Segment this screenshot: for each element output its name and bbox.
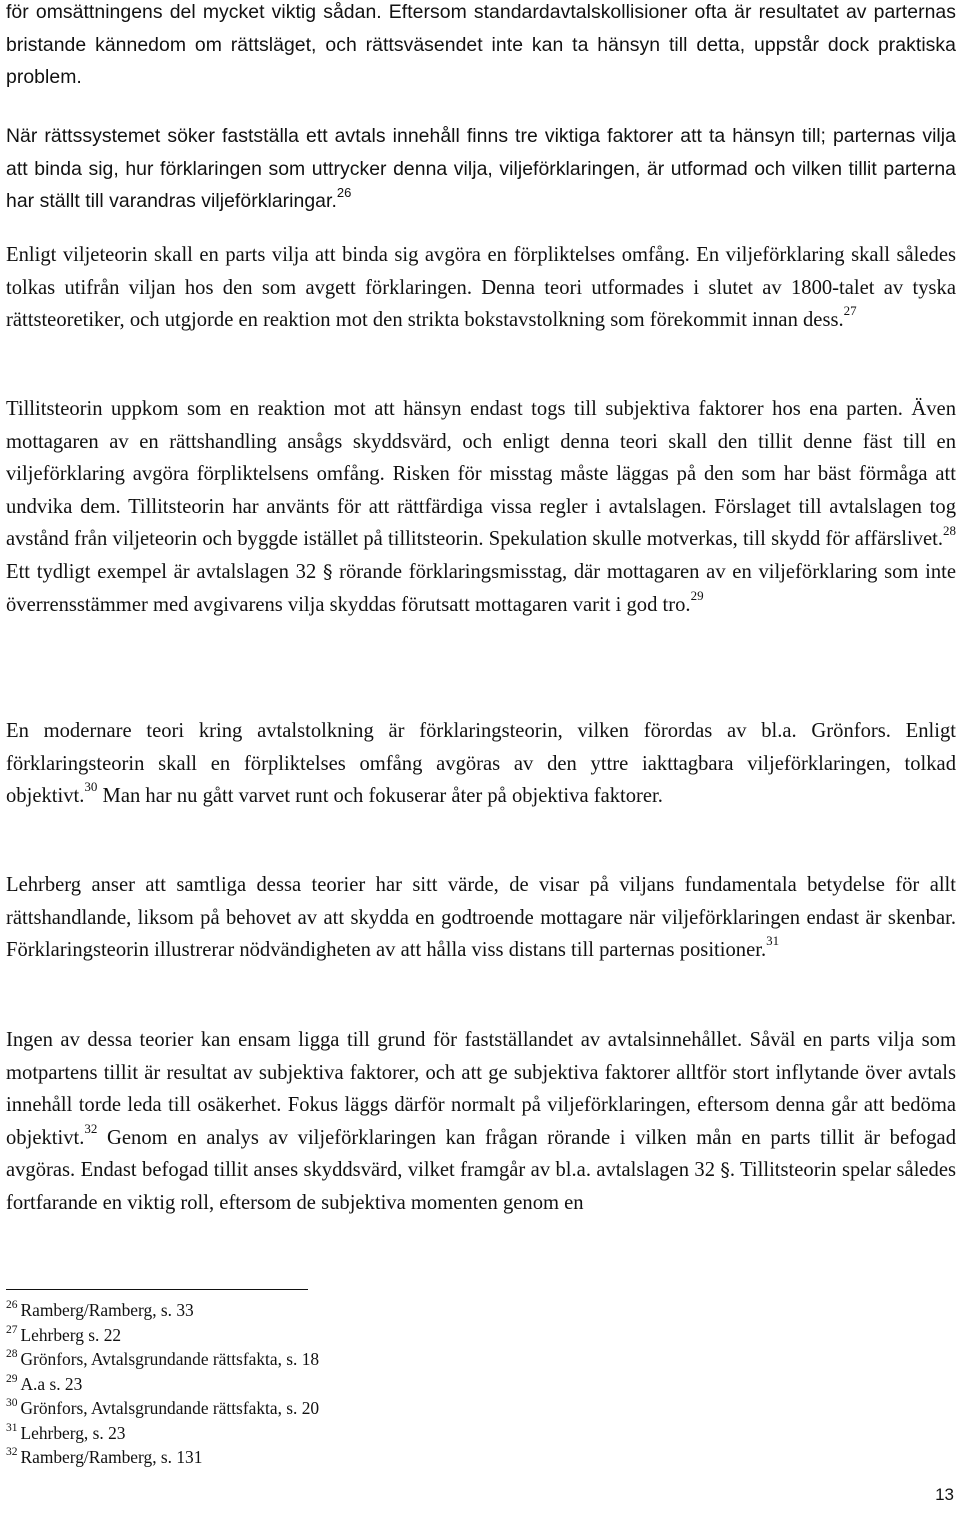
footnote-reference[interactable]: 31 bbox=[766, 933, 780, 949]
footnote-item bbox=[6, 1421, 606, 1446]
footnote-separator bbox=[6, 1289, 308, 1290]
paragraph-standard-contract-collisions bbox=[6, 0, 956, 94]
footnote-text: Ramberg/Ramberg, s. 131 bbox=[20, 1447, 203, 1467]
footnote-item bbox=[6, 1347, 606, 1372]
footnote-item bbox=[6, 1396, 606, 1421]
footnote-text: Lehrberg s. 22 bbox=[20, 1324, 122, 1345]
paragraph-text: Enligt viljeteorin skall en parts vilja att binda sig avgöra en förpliktelses omfång. En viljeförklaring skall således tolkas utifrån viljan hos den som avgett förklaringen. Denna teori utformades i slutet av 1800-talet av tyska rättsteoretiker, och utgjorde en reaktion mot den strikta bokstavstolkning som förekommit innan dess. bbox=[6, 244, 956, 332]
footnote-reference[interactable]: 32 bbox=[84, 1120, 98, 1136]
paragraph-text: Ingen av dessa teorier kan ensam ligga till grund för fastställandet av avtalsinnehållet. Såväl en parts vilja som motpartens tillit är resultat av subjektiva faktorer, och att ge subjektiva faktorer alltför stort inflytande över avtals innehåll torde leda till osäkerhet. Fokus läggs därför normalt på viljeförklaringen, eftersom denna går att bedöma objektivt. bbox=[6, 1029, 956, 1149]
paragraph-trust-theory bbox=[6, 393, 956, 621]
footnote-text: Grönfors, Avtalsgrundande rättsfakta, s. 20 bbox=[20, 1398, 320, 1418]
paragraph-lehrberg-view bbox=[6, 869, 956, 967]
paragraph-text: Tillitsteorin uppkom som en reaktion mot att hänsyn endast togs till subjektiva faktorer hos ena parten. Även mottagaren av en rättshandling ansågs skyddsvärd, och enligt denna teori skall den tillit denne fäst till en viljeförklaring avgöra förpliktelsens omfång. Risken för misstag måste läggas på den som har bäst förmåga att undvika dem. Tillitsteorin har använts för att rättfärdiga vissa regler i avtalslagen. Förslaget till avtalslagen tog avstånd från viljeteorin och byggde istället på tillitsteorin. Spekulation skulle motverkas, till skydd för affärslivet. bbox=[6, 398, 956, 551]
footnote-text: Ramberg/Ramberg, s. 33 bbox=[20, 1300, 194, 1320]
footnote-number: 29 bbox=[6, 1372, 18, 1385]
paragraph-text: rörande förklaringsmisstag, där mottagaren av en viljeförklaring som inte överrensstämmer med avgivarens vilja skyddas förutsatt mottagaren varit i god tro. bbox=[6, 560, 956, 616]
footnote-item bbox=[6, 1445, 606, 1470]
footnote-reference[interactable]: 30 bbox=[84, 779, 98, 795]
paragraph-text: När rättssystemet söker fastställa ett avtals innehåll finns tre viktiga faktorer att ta hänsyn till; parternas vilja att binda sig, hur förklaringen som uttrycker denna vilja, viljeförklaringen, är utformad och vilken tillit parterna har ställt till varandras viljeförklaringar. bbox=[6, 125, 956, 212]
footnote-number: 31 bbox=[6, 1421, 18, 1434]
footnote-item bbox=[6, 1298, 606, 1323]
paragraph-text: En modernare teori kring avtalstolkning är förklaringsteorin, vilken förordas av bl.a. Grönfors. Enligt förklaringsteorin skall en förpliktelses omfång avgöras av den yttre iakttagbara viljeförklaringen, tolkad objektivt. bbox=[6, 720, 956, 808]
footnotes-list bbox=[6, 1298, 606, 1470]
footnote-item bbox=[6, 1323, 606, 1348]
footnote-number: 30 bbox=[6, 1397, 18, 1410]
paragraph-no-single-theory bbox=[6, 1024, 956, 1220]
footnote-text: Grönfors, Avtalsgrundande rättsfakta, s. 18 bbox=[20, 1349, 320, 1369]
paragraph-declaration-theory bbox=[6, 715, 956, 813]
section-sign: § bbox=[322, 560, 333, 583]
paragraph-text: . Tillitsteorin spelar således fortfarande en viktig roll, eftersom de subjektiva momenten genom en bbox=[6, 1159, 957, 1214]
paragraph-text: Genom en analys av viljeförklaringen kan frågan rörande i vilken mån en parts tillit är befogad avgöras. Endast befogad tillit anses skyddsvärd, vilket framgår av bl.a. avtalslagen 32 bbox=[6, 1126, 956, 1182]
paragraph-will-theory bbox=[6, 239, 956, 337]
section-sign: § bbox=[720, 1159, 730, 1182]
footnote-reference[interactable]: 27 bbox=[843, 303, 857, 319]
footnote-reference[interactable]: 26 bbox=[336, 184, 352, 200]
footnote-reference[interactable]: 29 bbox=[690, 587, 704, 603]
paragraph-text: Ett tydligt exempel är avtalslagen 32 bbox=[6, 560, 323, 583]
footnote-reference[interactable]: 28 bbox=[943, 522, 956, 538]
page-number: 13 bbox=[935, 1485, 954, 1504]
footnote-text: A.a s. 23 bbox=[20, 1373, 83, 1394]
footnote-number: 28 bbox=[6, 1348, 18, 1361]
footnote-text: Lehrberg, s. 23 bbox=[20, 1422, 126, 1443]
paragraph-text: Man har nu gått varvet runt och fokuserar åter på objektiva faktorer. bbox=[97, 785, 663, 808]
footnote-number: 32 bbox=[6, 1446, 18, 1459]
footnote-item bbox=[6, 1372, 606, 1397]
footnote-number: 26 bbox=[6, 1299, 18, 1312]
paragraph-text: Lehrberg anser att samtliga dessa teorier har sitt värde, de visar på viljans fundamentala betydelse för allt rättshandlande, liksom på behovet av att skydda en godtroende mottagare när viljeförklaringen endast är skenbar. Förklaringsteorin illustrerar nödvändigheten av att hålla viss distans till parternas positioner. bbox=[6, 874, 956, 962]
paragraph-text: för omsättningens del mycket viktig sådan. Eftersom standardavtalskollisioner ofta är resultatet av parternas bristande kännedom om rättsläget, och rättsväsendet inte kan ta hänsyn till detta, uppstår dock praktiska problem. bbox=[6, 1, 956, 88]
paragraph-contract-content-factors bbox=[6, 120, 956, 218]
footnote-number: 27 bbox=[6, 1323, 18, 1336]
